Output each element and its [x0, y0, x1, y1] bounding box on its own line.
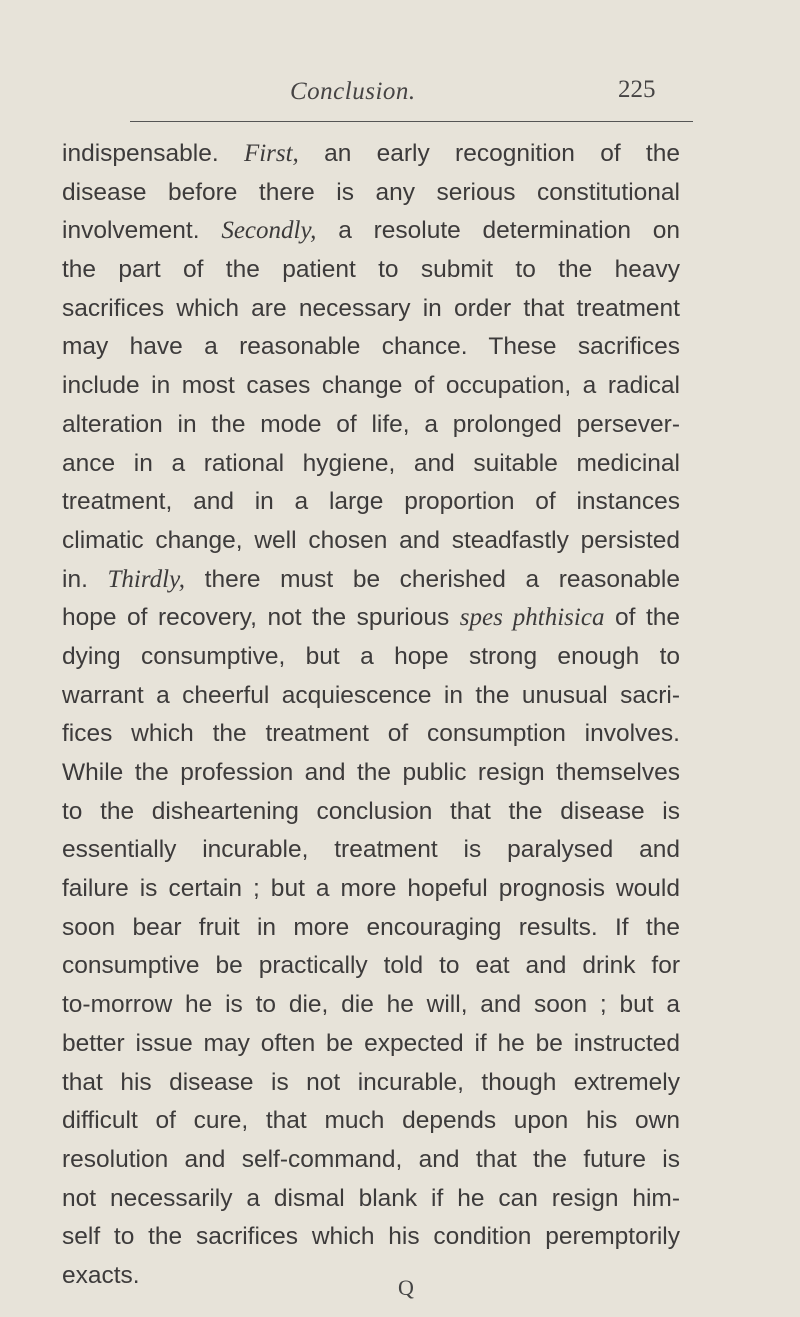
italic-phrase: Thirdly,: [107, 565, 186, 593]
text-line: [62, 1102, 680, 1141]
text-segment: climatic change, well chosen and steadfastly persisted: [62, 526, 680, 554]
text-line: [62, 638, 680, 677]
text-segment: to the disheartening conclusion that the disease is: [62, 797, 680, 825]
text-segment: indispensable.: [62, 140, 244, 167]
text-line: [62, 1180, 680, 1219]
text-segment: failure is certain ; but a more hopeful prognosis would: [62, 875, 680, 903]
text-line: [62, 1025, 680, 1064]
text-line: [62, 561, 680, 600]
text-segment: in.: [62, 565, 108, 593]
text-line: [62, 445, 680, 484]
text-segment: an early recognition of the: [298, 140, 680, 167]
text-segment: essentially incurable, treatment is paralysed and: [62, 836, 680, 864]
text-line: [62, 174, 680, 213]
text-segment: sacrifices which are necessary in order that treatment: [62, 294, 680, 322]
text-segment: may have a reasonable chance. These sacrifices: [62, 333, 680, 361]
text-line: [62, 1257, 680, 1296]
text-line: [62, 1064, 680, 1103]
italic-phrase: First,: [243, 140, 299, 167]
italic-phrase: spes phthisica: [459, 604, 605, 632]
text-segment: to-morrow he is to die, die he will, and soon ; but a: [62, 991, 680, 1019]
header-rule: [130, 121, 693, 122]
text-segment: that his disease is not incurable, though extremely: [62, 1068, 680, 1096]
text-segment: exacts.: [62, 1261, 140, 1289]
text-segment: fices which the treatment of consumption involves.: [62, 720, 680, 748]
text-segment: of the: [604, 604, 680, 632]
text-segment: ance in a rational hygiene, and suitable medicinal: [62, 449, 680, 477]
page-header: [0, 78, 800, 112]
signature-letter: Q: [398, 1275, 414, 1300]
body-text: [62, 135, 680, 1296]
text-segment: hope of recovery, not the spurious: [62, 604, 460, 632]
text-line: [62, 831, 680, 870]
running-title: Conclusion.: [290, 78, 416, 105]
text-line: [62, 754, 680, 793]
text-segment: a resolute determination on: [316, 217, 680, 245]
text-segment: difficult of cure, that much depends upon his own: [62, 1107, 680, 1135]
text-segment: While the profession and the public resign themselves: [62, 759, 680, 786]
text-line: [62, 1141, 680, 1180]
text-line: [62, 522, 680, 561]
italic-phrase: Secondly,: [221, 217, 317, 245]
text-segment: there must be cherished a reasonable: [185, 565, 680, 593]
text-line: [62, 947, 680, 986]
text-line: [62, 251, 680, 290]
text-segment: involvement.: [62, 217, 222, 245]
text-segment: treatment, and in a large proportion of instances: [62, 488, 680, 516]
text-segment: self to the sacrifices which his condition peremptorily: [62, 1223, 680, 1251]
text-line: [62, 328, 680, 367]
text-segment: the part of the patient to submit to the heavy: [62, 256, 680, 284]
text-line: [62, 715, 680, 754]
text-segment: resolution and self-command, and that the future is: [62, 1145, 680, 1173]
page-number: 225: [618, 76, 656, 103]
text-segment: soon bear fruit in more encouraging results. If the: [62, 913, 680, 941]
text-line: [62, 793, 680, 832]
text-line: [62, 870, 680, 909]
text-segment: include in most cases change of occupation, a radical: [62, 372, 680, 400]
text-line: [62, 290, 680, 329]
text-segment: warrant a cheerful acquiescence in the unusual sacri-: [62, 681, 680, 709]
text-line: [62, 406, 680, 445]
text-line: [62, 599, 680, 638]
text-line: [62, 986, 680, 1025]
text-line: [62, 483, 680, 522]
text-segment: consumptive be practically told to eat and drink for: [62, 952, 680, 980]
text-line: [62, 1218, 680, 1257]
text-line: [62, 212, 680, 251]
text-segment: alteration in the mode of life, a prolonged persever-: [62, 410, 680, 438]
text-segment: disease before there is any serious constitutional: [62, 178, 680, 206]
text-segment: not necessarily a dismal blank if he can resign him-: [62, 1184, 680, 1212]
text-segment: dying consumptive, but a hope strong enough to: [62, 642, 680, 670]
text-segment: better issue may often be expected if he be instructed: [62, 1029, 680, 1057]
text-line: [62, 135, 680, 174]
text-line: [62, 909, 680, 948]
text-line: [62, 677, 680, 716]
text-line: [62, 367, 680, 406]
